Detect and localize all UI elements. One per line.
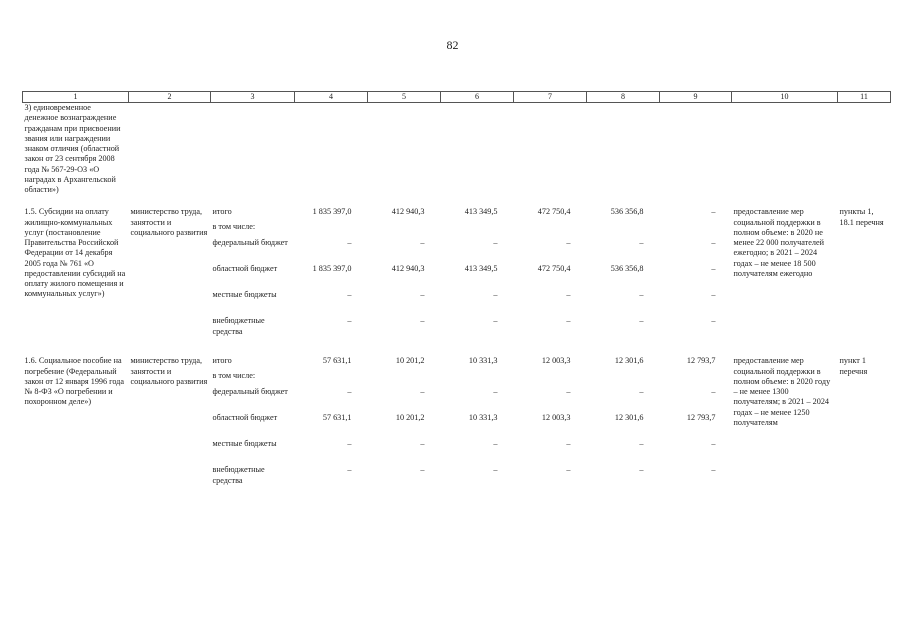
column-number: 1 — [23, 92, 129, 103]
funding-source-label: итого — [212, 356, 232, 366]
item3-title: 3) единовременное денежное вознаграждение гражданам при присвоении звания или награждении знаком отличия (областной закон от 23 сентября 2008 года № 567-29-ОЗ «О наградах в Архангельской области») — [24, 103, 121, 194]
amount-cell — [368, 222, 441, 238]
amount-cell: – — [711, 290, 716, 300]
program-table — [22, 91, 891, 491]
item-executor: министерство труда, занятости и социального развития — [130, 356, 208, 386]
amount-cell: – — [420, 439, 425, 449]
amount-cell: – — [639, 439, 644, 449]
funding-source-label: областной бюджет — [212, 413, 278, 423]
amount-cell — [587, 371, 660, 387]
funding-source-label: в том числе: — [212, 371, 256, 381]
amount-cell: – — [493, 387, 498, 397]
column-number: 6 — [441, 92, 514, 103]
amount-cell: – — [347, 238, 352, 248]
item-reference: пункты 1, 18.1 перечня — [839, 207, 884, 227]
amount-cell: 10 201,2 — [395, 356, 425, 366]
amount-cell — [514, 371, 587, 387]
amount-cell — [368, 371, 441, 387]
amount-cell: 57 631,1 — [322, 413, 352, 423]
item-executor: министерство труда, занятости и социального развития — [130, 207, 208, 237]
amount-cell: – — [711, 238, 716, 248]
amount-cell: 10 331,3 — [468, 356, 498, 366]
amount-cell: – — [711, 316, 716, 326]
amount-cell: 10 331,3 — [468, 413, 498, 423]
column-number-row — [23, 92, 891, 103]
item-name: 1.6. Социальное пособие на погребение (Федеральный закон от 12 января 1996 года № 8-ФЗ «О погребении и похоронном деле») — [24, 356, 124, 407]
amount-cell — [441, 222, 514, 238]
item-result: предоставление мер социальной поддержки в полном объеме: в 2020 году – не менее 1300 получателям; в 2021 – 2024 годах – не менее 1250 получателям — [733, 356, 831, 427]
amount-cell: – — [493, 439, 498, 449]
amount-cell: 12 301,6 — [614, 356, 644, 366]
column-number: 11 — [838, 92, 891, 103]
item16-block — [23, 356, 891, 491]
amount-cell: – — [639, 238, 644, 248]
funding-source-label: федеральный бюджет — [212, 238, 288, 248]
finance-row — [23, 207, 891, 222]
amount-cell: 536 356,8 — [610, 264, 644, 274]
item15-block — [23, 207, 891, 342]
funding-source-label: местные бюджеты — [212, 439, 277, 449]
amount-cell: 57 631,1 — [322, 356, 352, 366]
amount-cell: 10 201,2 — [395, 413, 425, 423]
amount-cell: 12 793,7 — [686, 413, 716, 423]
amount-cell: – — [639, 465, 644, 475]
amount-cell: 412 940,3 — [391, 207, 425, 217]
funding-source-label: местные бюджеты — [212, 290, 277, 300]
amount-cell — [660, 371, 732, 387]
item-result: предоставление мер социальной поддержки в полном объеме: в 2020 не менее 22 000 получателей ежегодно; в 2021 – 2024 годах – не менее 18 500 получателям ежегодно — [733, 207, 824, 278]
item-reference: пункт 1 перечня — [839, 356, 868, 376]
item3-row — [23, 103, 891, 196]
amount-cell: – — [347, 439, 352, 449]
amount-cell — [441, 371, 514, 387]
amount-cell: – — [420, 316, 425, 326]
finance-row — [23, 356, 891, 371]
amount-cell: – — [711, 207, 716, 217]
item-name: 1.5. Субсидии на оплату жилищно-коммунальных услуг (постановление Правительства Российской Федерации от 14 декабря 2005 года № 761 «О предоставлении субсидий на оплату жилого помещения и коммунальных услуг») — [24, 207, 126, 299]
amount-cell: 412 940,3 — [391, 264, 425, 274]
amount-cell: 472 750,4 — [537, 207, 571, 217]
amount-cell: 12 003,3 — [541, 356, 571, 366]
amount-cell: 12 003,3 — [541, 413, 571, 423]
amount-cell: – — [347, 316, 352, 326]
amount-cell: – — [566, 316, 571, 326]
funding-source-label: итого — [212, 207, 232, 217]
amount-cell: 12 793,7 — [686, 356, 716, 366]
amount-cell: – — [347, 290, 352, 300]
amount-cell: – — [639, 387, 644, 397]
amount-cell: – — [493, 238, 498, 248]
amount-cell — [587, 222, 660, 238]
amount-cell: – — [493, 316, 498, 326]
amount-cell: – — [566, 238, 571, 248]
amount-cell: – — [493, 290, 498, 300]
amount-cell — [660, 222, 732, 238]
amount-cell: – — [566, 290, 571, 300]
page-number: 82 — [446, 38, 459, 52]
funding-source-label: федеральный бюджет — [212, 387, 288, 397]
amount-cell: – — [347, 465, 352, 475]
funding-source-label: областной бюджет — [212, 264, 278, 274]
column-number: 2 — [129, 92, 211, 103]
funding-source-label: внебюджетные средства — [212, 465, 265, 485]
funding-source-label: внебюджетные средства — [212, 316, 265, 336]
amount-cell: – — [566, 439, 571, 449]
column-number: 4 — [295, 92, 368, 103]
amount-cell: 12 301,6 — [614, 413, 644, 423]
amount-cell: – — [493, 465, 498, 475]
amount-cell: – — [711, 264, 716, 274]
amount-cell: – — [420, 238, 425, 248]
column-number: 7 — [514, 92, 587, 103]
amount-cell: – — [420, 465, 425, 475]
amount-cell: – — [420, 290, 425, 300]
amount-cell: – — [711, 387, 716, 397]
funding-source-label: в том числе: — [212, 222, 256, 232]
amount-cell: – — [566, 387, 571, 397]
column-number: 10 — [732, 92, 838, 103]
amount-cell: – — [420, 387, 425, 397]
amount-cell: 472 750,4 — [537, 264, 571, 274]
column-number: 3 — [211, 92, 295, 103]
amount-cell: – — [639, 290, 644, 300]
amount-cell: 1 835 397,0 — [312, 207, 352, 217]
amount-cell: 1 835 397,0 — [312, 264, 352, 274]
column-number: 5 — [368, 92, 441, 103]
column-number: 8 — [587, 92, 660, 103]
amount-cell: – — [566, 465, 571, 475]
column-number: 9 — [660, 92, 732, 103]
amount-cell — [514, 222, 587, 238]
amount-cell — [295, 371, 368, 387]
amount-cell: 413 349,5 — [464, 207, 498, 217]
amount-cell: – — [711, 465, 716, 475]
amount-cell: – — [347, 387, 352, 397]
amount-cell — [295, 222, 368, 238]
amount-cell: 536 356,8 — [610, 207, 644, 217]
amount-cell: – — [711, 439, 716, 449]
amount-cell: – — [639, 316, 644, 326]
amount-cell: 413 349,5 — [464, 264, 498, 274]
